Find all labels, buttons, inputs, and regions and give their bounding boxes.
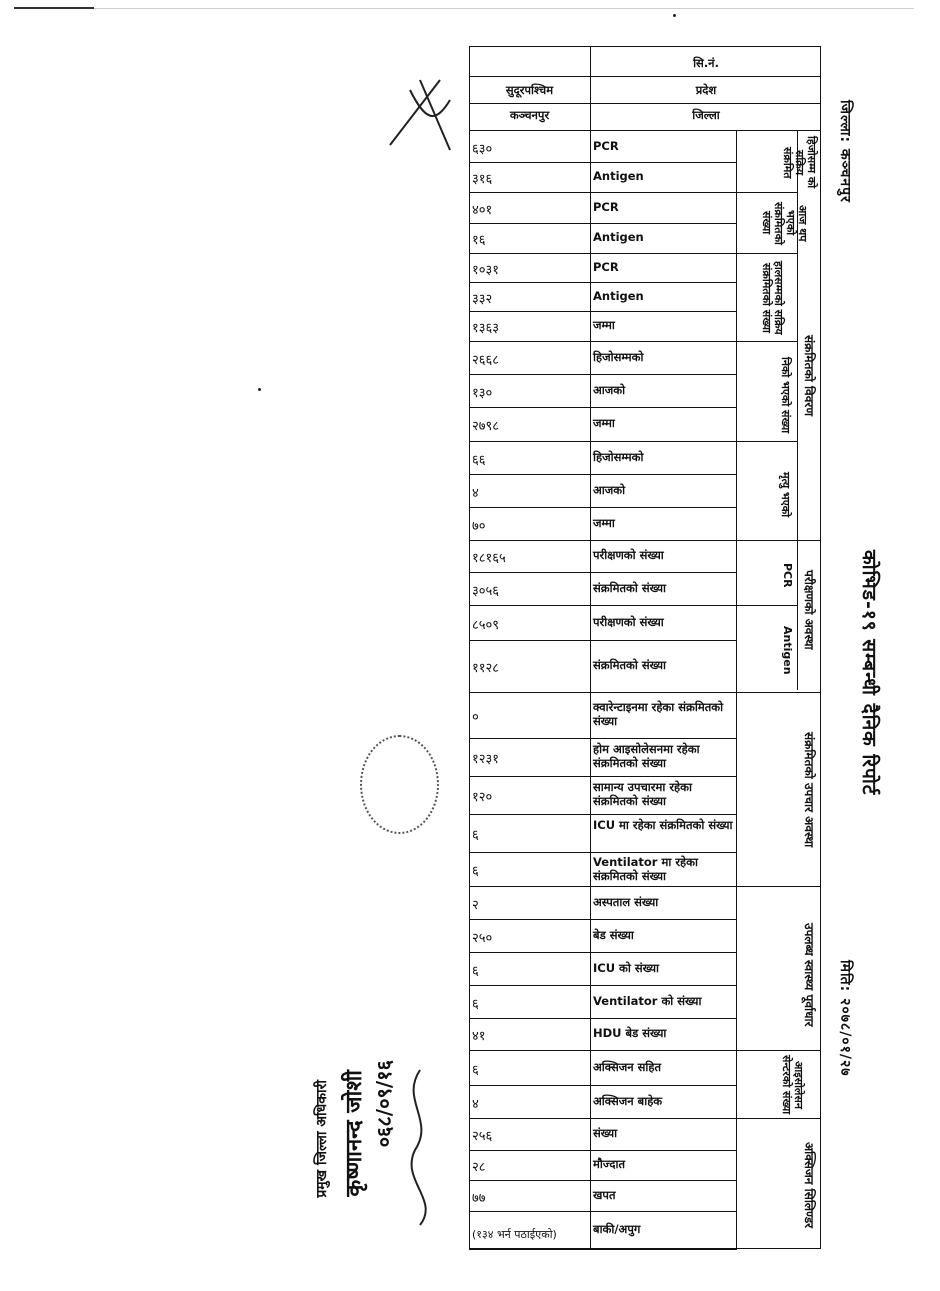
- row-divider: [469, 919, 737, 920]
- row-divider: [469, 572, 737, 573]
- row-label: Antigen: [593, 169, 644, 183]
- group-divider: [736, 605, 797, 606]
- row-divider: [469, 162, 737, 163]
- row-divider: [469, 1211, 737, 1212]
- row-value: ०: [472, 710, 479, 725]
- row-divider: [469, 1249, 737, 1250]
- row-divider: [469, 130, 821, 131]
- row-value: २: [472, 897, 479, 913]
- row-value: ६: [472, 963, 479, 979]
- row-value: १६: [472, 233, 486, 248]
- group-divider: [736, 441, 797, 442]
- row-divider: [469, 738, 737, 739]
- row-divider: [469, 76, 821, 77]
- row-value: ६३०: [472, 141, 493, 157]
- row-value: २७९८: [472, 419, 500, 434]
- group-testing-status: परीक्षणको अवस्था: [802, 570, 816, 650]
- row-divider: [469, 1118, 737, 1119]
- column-divider: [736, 130, 737, 1249]
- section-divider: [736, 886, 821, 887]
- group-pcr: PCR: [781, 562, 794, 588]
- row-label: हिजोसम्मको: [593, 349, 644, 364]
- row-divider: [469, 1180, 737, 1181]
- signature-number: ०६८/०९/१६: [372, 1060, 396, 1148]
- group-active-yesterday: हिजोसम्म को सक्रिय संक्रमित: [781, 136, 818, 189]
- row-divider: [469, 474, 737, 475]
- header-label-serial: सि.नं.: [693, 56, 719, 70]
- row-label: परीक्षणको संख्या: [593, 614, 664, 629]
- row-value: ४१: [472, 1029, 486, 1044]
- row-label: अक्सिजन सहित: [593, 1059, 662, 1074]
- row-label: क्वारेन्टाइनमा रहेका संक्रमितको संख्या: [593, 700, 724, 728]
- row-value: ३१६: [472, 172, 493, 187]
- row-label: संक्रमितको संख्या: [593, 658, 666, 672]
- row-value: २६६८: [472, 352, 500, 368]
- row-label: संख्या: [593, 1126, 618, 1140]
- top-rule-mark: [14, 7, 94, 9]
- row-label: बेड संख्या: [593, 927, 634, 942]
- header-label-district: जिल्ला: [692, 108, 720, 122]
- signature-name: कृष्णानन्द जोशी: [342, 1070, 367, 1197]
- group-infected-detail: संक्रमितको विवरण: [802, 334, 816, 416]
- row-label: संक्रमितको संख्या: [593, 580, 666, 595]
- row-value: ६: [472, 828, 479, 843]
- row-label: जम्मा: [593, 318, 615, 332]
- row-label: हिजोसम्मको: [593, 449, 644, 464]
- row-divider: [469, 507, 737, 508]
- row-divider: [469, 692, 737, 693]
- speck: [258, 388, 261, 391]
- row-divider: [469, 886, 737, 887]
- group-antigen: Antigen: [781, 625, 794, 675]
- row-label: Ventilator को संख्या: [593, 993, 702, 1008]
- row-value: १८१६५: [472, 551, 506, 566]
- row-divider: [469, 1018, 737, 1019]
- row-value: ६: [472, 864, 479, 879]
- row-value: ४: [472, 1096, 479, 1112]
- row-divider: [469, 985, 737, 986]
- initials-mark: [380, 70, 460, 160]
- row-value: ११२८: [472, 661, 500, 676]
- speck: [673, 14, 676, 17]
- row-label: अक्सिजन बाहेक: [593, 1093, 663, 1108]
- group-active-now: हालसम्मको सक्रिय संक्रमितको संख्या: [760, 261, 785, 335]
- row-label: PCR: [593, 138, 619, 153]
- row-label: PCR: [593, 259, 619, 274]
- signature-title: प्रमुख जिल्ला अधिकारी: [314, 1080, 330, 1198]
- row-value: २८: [472, 1160, 486, 1175]
- row-value: ३३२: [472, 291, 493, 307]
- row-divider: [469, 282, 737, 283]
- group-isolation-centers: आइसोलेसन सेन्टरको संख्या: [780, 1055, 805, 1115]
- header-value-province: सुदूरपश्चिम: [505, 83, 554, 97]
- row-label: मौज्दात: [593, 1157, 626, 1171]
- district-label: जिल्ला: कञ्चनपुर: [837, 100, 853, 203]
- row-divider: [469, 223, 737, 224]
- row-label: सामान्य उपचारमा रहेका संक्रमितको संख्या: [593, 780, 692, 808]
- row-value: १०३१: [472, 262, 500, 278]
- row-value: ६६: [472, 452, 486, 468]
- row-label: Antigen: [593, 288, 644, 303]
- group-recovered: निको भएको संख्या: [779, 356, 792, 434]
- row-label: आजको: [593, 482, 626, 497]
- column-divider: [590, 46, 591, 1249]
- signature-scribble: [395, 1060, 445, 1230]
- group-oxygen-cylinders: अक्सिजन सिलिण्डर: [802, 1141, 816, 1229]
- row-value: १३०: [472, 385, 493, 401]
- row-divider: [469, 852, 737, 853]
- row-value: ३०५६: [472, 583, 500, 599]
- group-health-infra: उपलब्ध स्वास्थ्य पूर्वाधार: [802, 923, 816, 1027]
- row-label: PCR: [593, 199, 619, 214]
- group-divider: [736, 192, 797, 193]
- group-divider: [736, 253, 797, 254]
- row-label: खपत: [593, 1187, 616, 1202]
- group-treatment-status: संक्रमितको उपचार अवस्था: [802, 732, 816, 848]
- row-value: ७०: [472, 518, 486, 534]
- section-divider: [736, 1118, 821, 1119]
- row-label: जम्मा: [593, 416, 615, 430]
- section-divider: [736, 540, 821, 541]
- row-divider: [469, 1050, 737, 1051]
- row-value: १३६३: [472, 321, 500, 336]
- row-divider: [469, 1085, 737, 1086]
- row-divider: [469, 407, 737, 408]
- row-label: बाकी/अपुग: [593, 1222, 641, 1236]
- row-divider: [469, 311, 737, 312]
- row-label: परीक्षणको संख्या: [593, 548, 664, 562]
- row-value: २५०: [472, 930, 493, 946]
- row-divider: [469, 605, 737, 606]
- header-label-province: प्रदेश: [695, 83, 717, 97]
- row-label: HDU बेड संख्या: [593, 1026, 667, 1040]
- section-divider: [736, 1050, 821, 1051]
- row-divider: [469, 192, 737, 193]
- row-label: आजको: [593, 382, 626, 397]
- row-value: (१३४ भर्न पठाईएको): [472, 1228, 557, 1241]
- row-value: १२०: [472, 790, 493, 805]
- section-divider: [736, 692, 821, 693]
- row-value: ६: [472, 1062, 479, 1078]
- row-label: ICU मा रहेका संक्रमितको संख्या: [593, 818, 733, 832]
- page-title: कोभिड-१९ सम्बन्धी दैनिक रिपोर्ट: [858, 550, 880, 796]
- row-divider: [469, 253, 737, 254]
- row-value: ४: [472, 485, 479, 501]
- top-rule: [14, 8, 914, 9]
- row-value: ४०१: [472, 202, 493, 218]
- row-divider: [469, 374, 737, 375]
- row-label: अस्पताल संख्या: [593, 894, 659, 909]
- row-label: जम्मा: [593, 515, 615, 530]
- row-divider: [469, 814, 737, 815]
- row-divider: [469, 952, 737, 953]
- group-divider: [736, 341, 797, 342]
- row-value: ६: [472, 996, 479, 1012]
- row-value: ७७: [472, 1190, 486, 1206]
- row-label: ICU को संख्या: [593, 960, 660, 975]
- row-value: १२३१: [472, 752, 500, 767]
- row-label: होम आइसोलेसनमा रहेका संक्रमितको संख्या: [593, 742, 700, 770]
- row-divider: [469, 1150, 737, 1151]
- row-divider: [469, 341, 737, 342]
- group-added-today: आज थप भएको संक्रमितको संख्या: [760, 201, 809, 245]
- row-divider: [469, 103, 821, 104]
- row-value: २५६: [472, 1129, 493, 1144]
- date-label: मिति: २०७८/०१/२७: [837, 960, 853, 1077]
- row-value: ८५०९: [472, 617, 500, 633]
- row-divider: [469, 776, 737, 777]
- row-divider: [469, 540, 737, 541]
- header-value-district: कञ्चनपुर: [509, 108, 550, 122]
- group-deaths: मृत्यु भएको: [779, 472, 792, 518]
- row-divider: [469, 640, 737, 641]
- row-label: Antigen: [593, 230, 644, 244]
- row-label: Ventilator मा रहेका संक्रमितको संख्या: [593, 855, 698, 883]
- row-divider: [469, 441, 737, 442]
